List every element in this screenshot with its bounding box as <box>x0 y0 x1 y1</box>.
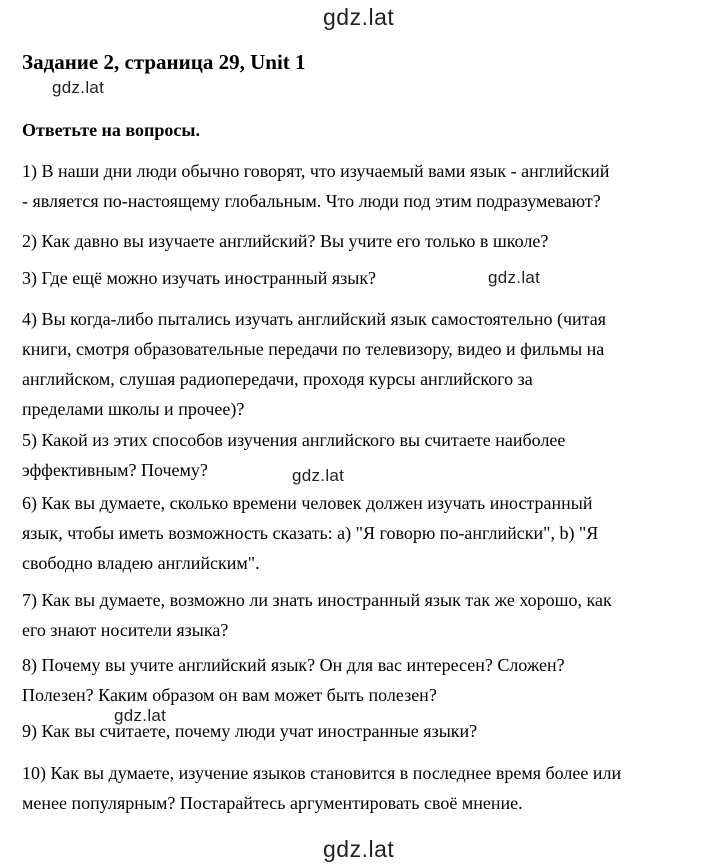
question-line: 2) Как давно вы изучаете английский? Вы учите его только в школе? <box>22 231 549 251</box>
instruction-heading: Ответьте на вопросы. <box>22 120 200 140</box>
question-2 <box>22 226 702 256</box>
question-line: 7) Как вы думаете, возможно ли знать иностранный язык так же хорошо, как <box>22 590 612 610</box>
question-line: менее популярным? Постарайтесь аргументировать своё мнение. <box>22 793 523 813</box>
watermark-bottom: gdz.lat <box>323 836 395 862</box>
question-line: Полезен? Каким образом он вам может быть полезен? <box>22 685 437 705</box>
question-line: 1) В наши дни люди обычно говорят, что изучаемый вами язык - английский <box>22 161 610 181</box>
watermark-top: gdz.lat <box>323 4 395 30</box>
question-8 <box>22 650 702 710</box>
question-line: - является по-настоящему глобальным. Что люди под этим подразумевают? <box>22 191 601 211</box>
question-1 <box>22 156 702 216</box>
question-5 <box>22 425 702 485</box>
question-line: 3) Где ещё можно изучать иностранный язык? <box>22 268 377 288</box>
watermark-under-title: gdz.lat <box>52 78 105 97</box>
question-9 <box>22 716 702 746</box>
question-line: английском, слушая радиопередачи, проходя курсы английского за <box>22 369 533 389</box>
question-line: 10) Как вы думаете, изучение языков становится в последнее время более или <box>22 763 622 783</box>
question-line: 6) Как вы думаете, сколько времени человек должен изучать иностранный <box>22 493 593 513</box>
watermark-question-3: gdz.lat <box>488 268 541 287</box>
question-4 <box>22 304 702 424</box>
watermark-question-9: gdz.lat <box>114 706 167 725</box>
question-line: его знают носители языка? <box>22 620 229 640</box>
question-line: 9) Как вы считаете, почему люди учат иностранные языки? <box>22 721 478 741</box>
question-line: 4) Вы когда-либо пытались изучать английский язык самостоятельно (читая <box>22 309 606 329</box>
question-line: язык, чтобы иметь возможность сказать: a) "Я говорю по-английски", b) "Я <box>22 523 599 543</box>
question-10 <box>22 758 702 818</box>
watermark-question-5: gdz.lat <box>292 466 345 485</box>
question-line: книги, смотря образовательные передачи по телевизору, видео и фильмы на <box>22 339 605 359</box>
question-6 <box>22 488 702 578</box>
question-line: эффективным? Почему? <box>22 460 208 480</box>
question-line: свободно владею английским". <box>22 553 260 573</box>
page-title: Задание 2, страница 29, Unit 1 <box>22 50 306 74</box>
question-line: пределами школы и прочее)? <box>22 399 245 419</box>
question-line: 5) Какой из этих способов изучения английского вы считаете наиболее <box>22 430 566 450</box>
question-7 <box>22 585 702 645</box>
question-3 <box>22 263 702 293</box>
question-line: 8) Почему вы учите английский язык? Он для вас интересен? Сложен? <box>22 655 565 675</box>
